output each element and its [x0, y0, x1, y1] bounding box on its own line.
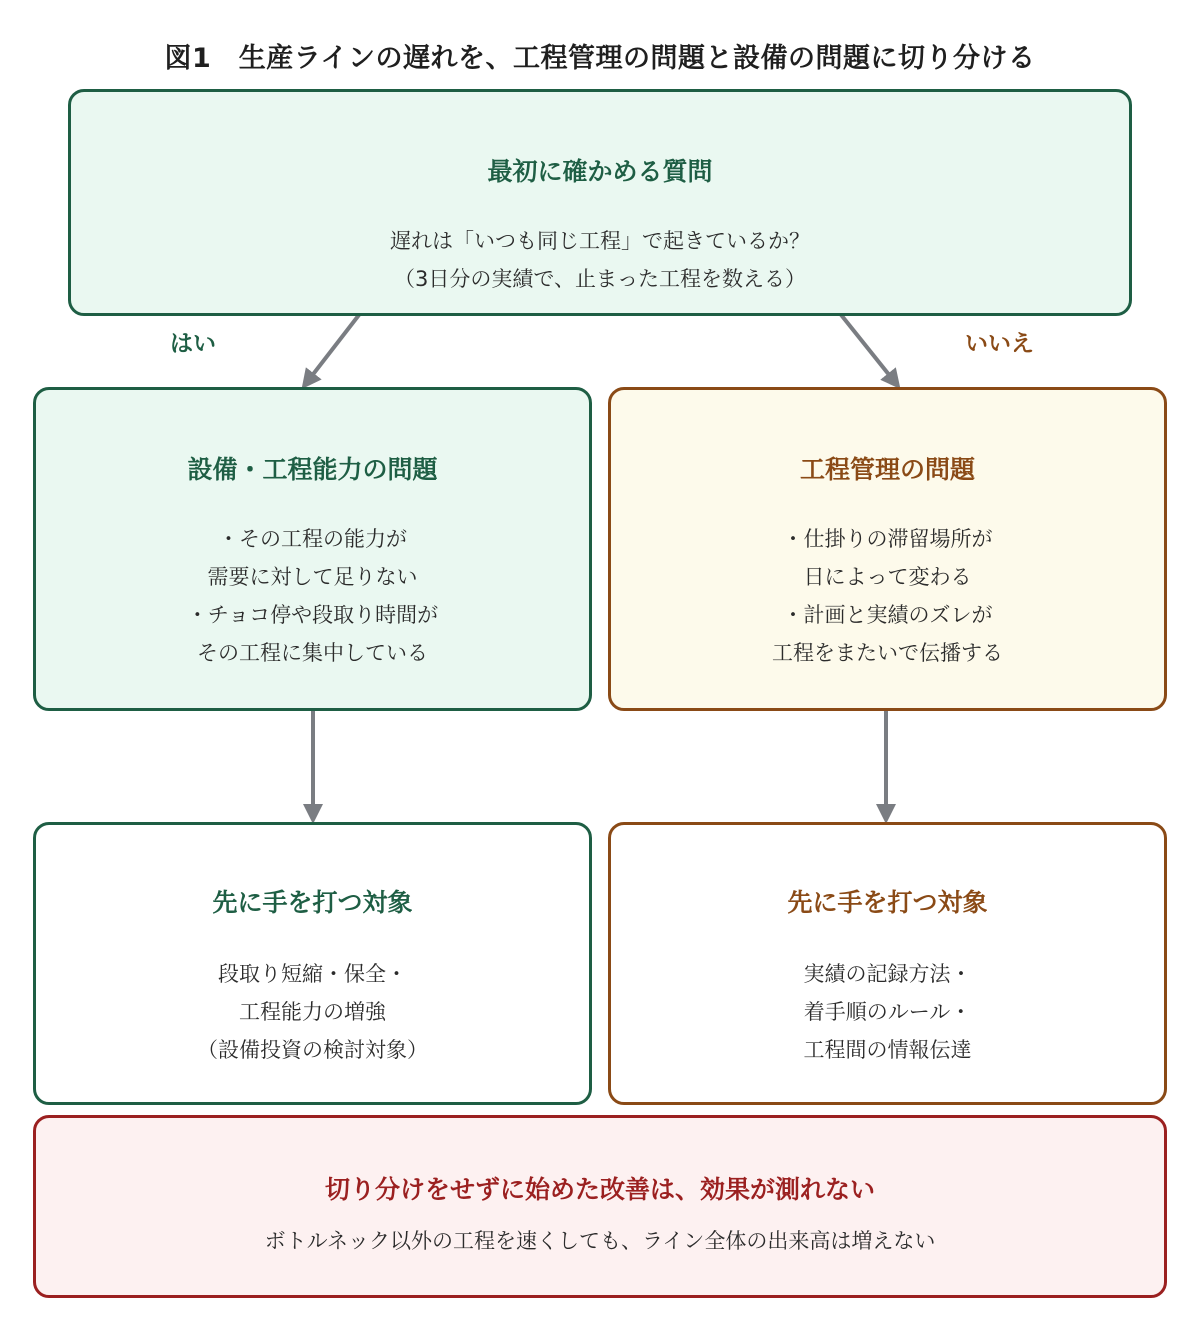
question-heading: 最初に確かめる質問 [487, 157, 713, 186]
equipment-action-heading: 先に手を打つ対象 [212, 888, 413, 917]
management-action-body: 実績の記録方法・ 着手順のルール・ 工程間の情報伝達 [803, 962, 972, 1062]
management-action-heading: 先に手を打つ対象 [787, 888, 988, 917]
branch-no-label: いいえ [965, 331, 1034, 357]
question-body: 遅れは「いつも同じ工程」で起きているか？ （3日分の実績で、止まった工程を数える） [390, 229, 810, 291]
warning-box [33, 1115, 1167, 1298]
equipment-action-box [33, 822, 592, 1105]
equipment-body: ・その工程の能力が 需要に対して足りない ・チョコ停や段取り時間が その工程に集中している [186, 527, 439, 665]
arrow-no [838, 311, 898, 386]
branch-yes-label: はい [170, 331, 216, 357]
warning-body: ボトルネック以外の工程を速くしても、ライン全体の出来高は増えない [264, 1229, 936, 1253]
figure-title: 図1 生産ラインの遅れを、工程管理の問題と設備の問題に切り分ける [164, 43, 1036, 74]
warning-heading: 切り分けをせずに始めた改善は、効果が測れない [324, 1175, 875, 1204]
management-problem-box [608, 387, 1167, 711]
equipment-action-body: 段取り短縮・保全・ 工程能力の増強 （設備投資の検討対象） [197, 962, 428, 1062]
equipment-problem-box [33, 387, 592, 711]
management-heading: 工程管理の問題 [799, 455, 975, 484]
question-box [68, 89, 1132, 316]
equipment-heading: 設備・工程能力の問題 [187, 455, 438, 484]
management-body: ・仕掛りの滞留場所が 日によって変わる ・計画と実績のズレが 工程をまたいで伝播する [772, 527, 1003, 665]
management-action-box [608, 822, 1167, 1105]
arrow-yes [304, 311, 362, 386]
